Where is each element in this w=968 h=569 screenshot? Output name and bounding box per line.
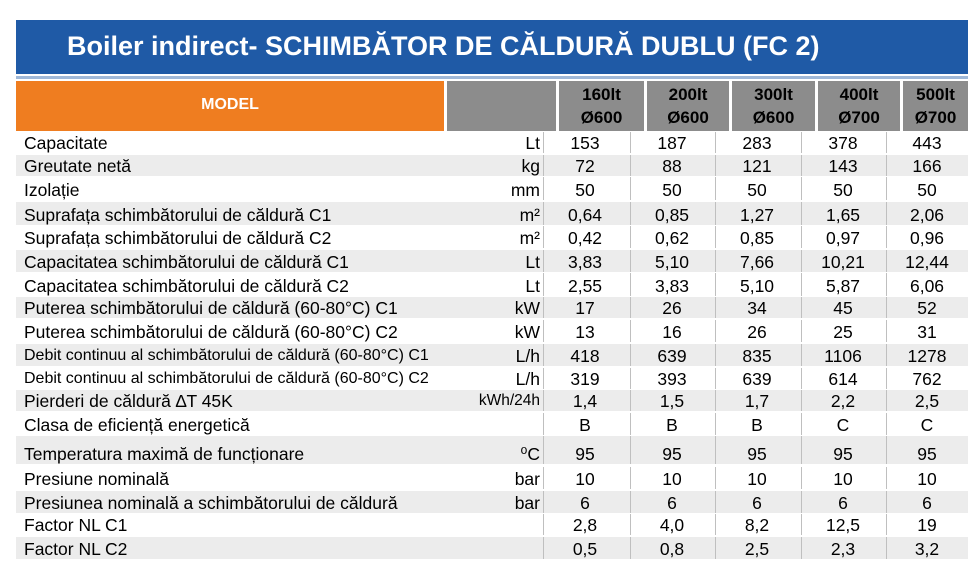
row-value: 12,44 xyxy=(905,252,949,272)
capacity-header xyxy=(732,81,815,131)
capacity-header xyxy=(559,81,644,131)
table-row xyxy=(16,390,968,411)
row-label: Presiune nominală xyxy=(24,469,169,489)
row-value: 283 xyxy=(742,133,772,153)
row-value: 3,83 xyxy=(567,252,603,272)
capacity-diameter: Ø700 xyxy=(838,108,880,127)
row-value: 143 xyxy=(828,156,858,176)
row-unit: ⁰C xyxy=(520,444,540,464)
table-row xyxy=(16,368,968,389)
row-value: 12,5 xyxy=(825,515,861,535)
row-value: 50 xyxy=(747,180,767,200)
row-label: Clasa de eficiență energetică xyxy=(24,415,250,435)
table-row xyxy=(16,320,968,342)
row-unit: bar xyxy=(514,469,540,489)
row-label: Capacitatea schimbătorului de căldură C1 xyxy=(24,252,349,272)
row-value: 26 xyxy=(747,322,767,342)
table-row xyxy=(16,514,968,535)
row-value: 45 xyxy=(833,298,853,318)
row-value: 1,7 xyxy=(744,391,770,411)
page-title: Boiler indirect- SCHIMBĂTOR DE CĂLDURĂ DUBLU (FC 2) xyxy=(67,31,820,61)
capacity-diameter: Ø600 xyxy=(667,108,709,127)
row-value: 10 xyxy=(833,469,853,489)
row-value: 2,06 xyxy=(909,205,945,225)
row-value: 1,27 xyxy=(739,205,775,225)
row-unit: kWh/24h xyxy=(478,392,540,409)
row-value: 1,65 xyxy=(825,205,861,225)
row-unit: m² xyxy=(519,205,540,225)
row-value: 121 xyxy=(742,156,772,176)
row-value: 378 xyxy=(828,133,858,153)
row-value: 835 xyxy=(742,346,772,366)
row-value: 7,66 xyxy=(739,252,775,272)
row-value: 1106 xyxy=(824,346,862,366)
capacity-volume: 400lt xyxy=(839,85,879,104)
row-label: Capacitatea schimbătorului de căldură C2 xyxy=(24,276,349,296)
row-value: 13 xyxy=(575,322,595,342)
row-value: 2,8 xyxy=(572,515,598,535)
row-value: 19 xyxy=(917,515,937,535)
row-value: 5,87 xyxy=(825,276,861,296)
capacity-volume: 300lt xyxy=(754,85,793,104)
table-row xyxy=(16,467,968,489)
row-value: B xyxy=(579,415,591,435)
row-label: Factor NL C1 xyxy=(24,515,128,535)
row-unit: Lt xyxy=(525,276,540,296)
row-label: Capacitate xyxy=(24,133,108,153)
row-label: Suprafața schimbătorului de căldură C1 xyxy=(24,205,332,225)
row-unit: L/h xyxy=(515,369,540,389)
row-label: Factor NL C2 xyxy=(24,539,128,559)
row-value: 6 xyxy=(667,493,677,513)
row-value: 8,2 xyxy=(744,515,770,535)
row-value: 95 xyxy=(747,444,767,464)
row-value: 25 xyxy=(833,322,853,342)
table-row xyxy=(16,297,968,318)
row-value: 0,42 xyxy=(567,228,603,248)
table-row xyxy=(16,491,968,513)
row-value: 2,5 xyxy=(744,539,770,559)
row-value: 0,62 xyxy=(654,228,690,248)
table-row xyxy=(16,155,968,176)
row-unit: Lt xyxy=(525,252,540,272)
row-value: 4,0 xyxy=(659,515,685,535)
row-value: 0,5 xyxy=(572,539,598,559)
row-value: 2,5 xyxy=(914,391,940,411)
row-value: 95 xyxy=(833,444,853,464)
row-value: 2,2 xyxy=(830,391,856,411)
capacity-diameter: Ø700 xyxy=(914,108,957,127)
row-label: Temperatura maximă de funcționare xyxy=(24,444,305,464)
row-label: Suprafața schimbătorului de căldură C2 xyxy=(24,228,332,248)
row-value: 31 xyxy=(917,322,937,342)
row-value: 10 xyxy=(747,469,767,489)
table-row xyxy=(16,413,968,435)
row-value: 1278 xyxy=(907,346,947,366)
row-value: 187 xyxy=(657,133,687,153)
row-value: 5,10 xyxy=(654,252,690,272)
row-value: 95 xyxy=(917,444,937,464)
row-value: 17 xyxy=(575,298,595,318)
row-label: Pierderi de căldură ∆T 45K xyxy=(24,391,233,411)
row-value: 0,97 xyxy=(825,228,861,248)
table-row xyxy=(16,226,968,248)
row-value: 95 xyxy=(662,444,682,464)
row-value: 88 xyxy=(662,156,682,176)
row-value: 6 xyxy=(922,493,932,513)
row-value: 1,4 xyxy=(572,391,598,411)
row-value: 50 xyxy=(917,180,937,200)
row-label: Puterea schimbătorului de căldură (60-80°C) C2 xyxy=(24,322,398,342)
row-label: Debit continuu al schimbătorului de căldură (60-80°C) C2 xyxy=(24,370,429,387)
row-value: 614 xyxy=(828,369,858,389)
row-value: 639 xyxy=(657,346,687,366)
row-value: 10 xyxy=(575,469,595,489)
row-value: 10,21 xyxy=(821,252,865,272)
row-value: 639 xyxy=(742,369,772,389)
row-label: Greutate netă xyxy=(24,156,132,176)
table-row xyxy=(16,273,968,296)
capacity-volume: 160lt xyxy=(582,85,621,104)
capacity-header xyxy=(647,81,729,131)
table-row xyxy=(16,537,968,559)
row-unit: Lt xyxy=(525,133,540,153)
row-unit: kg xyxy=(521,156,540,176)
row-unit: L/h xyxy=(515,346,540,366)
row-unit: kW xyxy=(514,322,540,342)
row-value: 6 xyxy=(580,493,590,513)
row-value: 34 xyxy=(747,298,767,318)
row-value: 95 xyxy=(575,444,595,464)
row-value: 0,85 xyxy=(739,228,775,248)
table-row xyxy=(16,436,968,464)
row-unit: kW xyxy=(514,298,540,318)
model-header: MODEL xyxy=(16,81,444,131)
row-value: 72 xyxy=(575,156,595,176)
row-value: 153 xyxy=(570,133,600,153)
table-row xyxy=(16,202,968,225)
row-value: 50 xyxy=(662,180,682,200)
row-value: 10 xyxy=(917,469,937,489)
capacity-diameter: Ø600 xyxy=(580,108,623,127)
row-value: 6 xyxy=(752,493,762,513)
row-value: 50 xyxy=(575,180,595,200)
row-value: 2,55 xyxy=(567,276,603,296)
row-value: 393 xyxy=(657,369,687,389)
row-unit: bar xyxy=(514,493,540,513)
row-label: Izolație xyxy=(24,180,80,200)
row-value: 3,2 xyxy=(914,539,940,559)
unit-header xyxy=(447,81,556,131)
capacity-diameter: Ø600 xyxy=(752,108,795,127)
row-value: 0,64 xyxy=(567,205,603,225)
row-value: B xyxy=(751,415,763,435)
table-header xyxy=(16,81,968,131)
table-row xyxy=(16,250,968,272)
row-unit: m² xyxy=(519,228,540,248)
row-label: Puterea schimbătorului de căldură (60-80°C) C1 xyxy=(24,298,398,318)
row-value: 16 xyxy=(662,322,682,342)
row-value: 50 xyxy=(833,180,853,200)
table-row xyxy=(16,344,968,366)
row-value: 10 xyxy=(662,469,682,489)
row-value: 26 xyxy=(662,298,682,318)
title-bar xyxy=(16,20,968,74)
row-value: 0,85 xyxy=(654,205,690,225)
row-value: 6 xyxy=(838,493,848,513)
row-value: 166 xyxy=(912,156,942,176)
table-row xyxy=(16,132,968,153)
row-value: 1,5 xyxy=(659,391,685,411)
capacity-volume: 200lt xyxy=(668,85,708,104)
row-value: 6,06 xyxy=(909,276,945,296)
table-row xyxy=(16,177,968,200)
row-value: B xyxy=(666,415,678,435)
row-value: 0,8 xyxy=(659,539,685,559)
row-unit: mm xyxy=(510,180,540,200)
row-value: C xyxy=(920,415,934,435)
row-value: 0,96 xyxy=(909,228,945,248)
row-label: Presiunea nominală a schimbătorului de căldură xyxy=(24,493,398,513)
capacity-header xyxy=(818,81,900,131)
row-value: 762 xyxy=(912,369,942,389)
row-value: 319 xyxy=(570,369,600,389)
row-value: 3,83 xyxy=(654,276,690,296)
row-value: 5,10 xyxy=(739,276,775,296)
title-underline xyxy=(16,76,968,79)
row-value: 443 xyxy=(912,133,942,153)
row-value: C xyxy=(836,415,850,435)
capacity-volume: 500lt xyxy=(916,85,955,104)
row-value: 418 xyxy=(570,346,600,366)
row-value: 2,3 xyxy=(830,539,856,559)
capacity-header xyxy=(903,81,968,131)
row-label: Debit continuu al schimbătorului de căldură (60-80°C) C1 xyxy=(24,347,429,364)
row-value: 52 xyxy=(917,298,937,318)
